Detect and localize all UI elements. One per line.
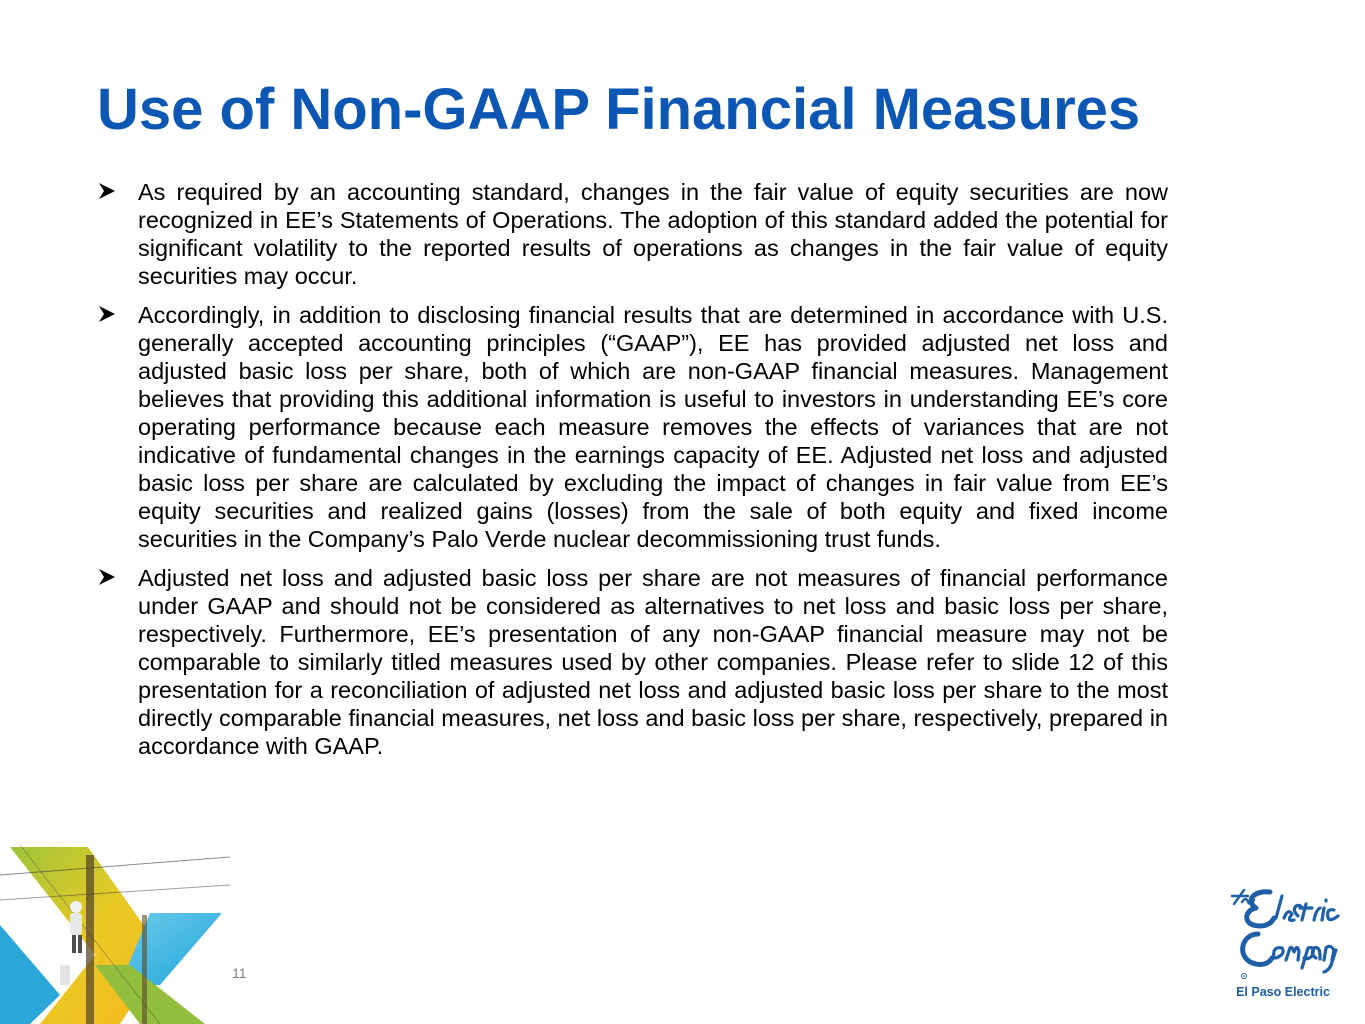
bullet-text: Accordingly, in addition to disclosing financial results that are determined in accordance with U.S. generally accepted accounting principles (“GAAP”), EE has provided adjusted net loss and adjusted basic loss per share, both of which are non-GAAP financial measures. Management believes that providing this additional information is useful to investors in understanding EE’s core operating performance because each measure removes the effects of variances that are not indicative of fundamental changes in the earnings capacity of EE. Adjusted net loss and adjusted basic loss per share are calculated by excluding the impact of changes in fair value from EE’s equity securities and realized gains (losses) from the sale of both equity and fixed income securities in the Company’s Palo Verde nuclear decommissioning trust funds. [138, 302, 1168, 552]
bullet-text: As required by an accounting standard, changes in the fair value of equity securities are now recognized in EE’s Statements of Operations. The adoption of this standard added the potential for significant volatility to the reported results of operations as changes in the fair value of equity securities may occur. [138, 179, 1168, 289]
arrowhead-bullet-icon [97, 181, 117, 201]
bullet-item [97, 178, 1168, 290]
page-number: 11 [232, 965, 247, 981]
bullet-item [97, 564, 1168, 760]
bullet-text: Adjusted net loss and adjusted basic loss per share are not measures of financial performance under GAAP and should not be considered as alternatives to net loss and basic loss per share, respectively. Furthermore, EE’s presentation of any non-GAAP financial measure may not be comparable to similarly titled measures used by other companies. Please refer to slide 12 of this presentation for a reconciliation of adjusted net loss and adjusted basic loss per share to the most directly comparable financial measures, net loss and basic loss per share, respectively, prepared in accordance with GAAP. [138, 565, 1168, 759]
bullet-item [97, 301, 1168, 553]
arrowhead-bullet-icon [97, 567, 117, 587]
svg-text:R: R [1242, 974, 1246, 979]
lineman-x-graphic [0, 845, 230, 1024]
arrowhead-bullet-icon [97, 304, 117, 324]
logo-caption: El Paso Electric [1236, 985, 1330, 999]
bullet-list [97, 178, 1168, 771]
electric-company-logo [1222, 884, 1344, 984]
slide-title: Use of Non-GAAP Financial Measures [97, 77, 1141, 142]
